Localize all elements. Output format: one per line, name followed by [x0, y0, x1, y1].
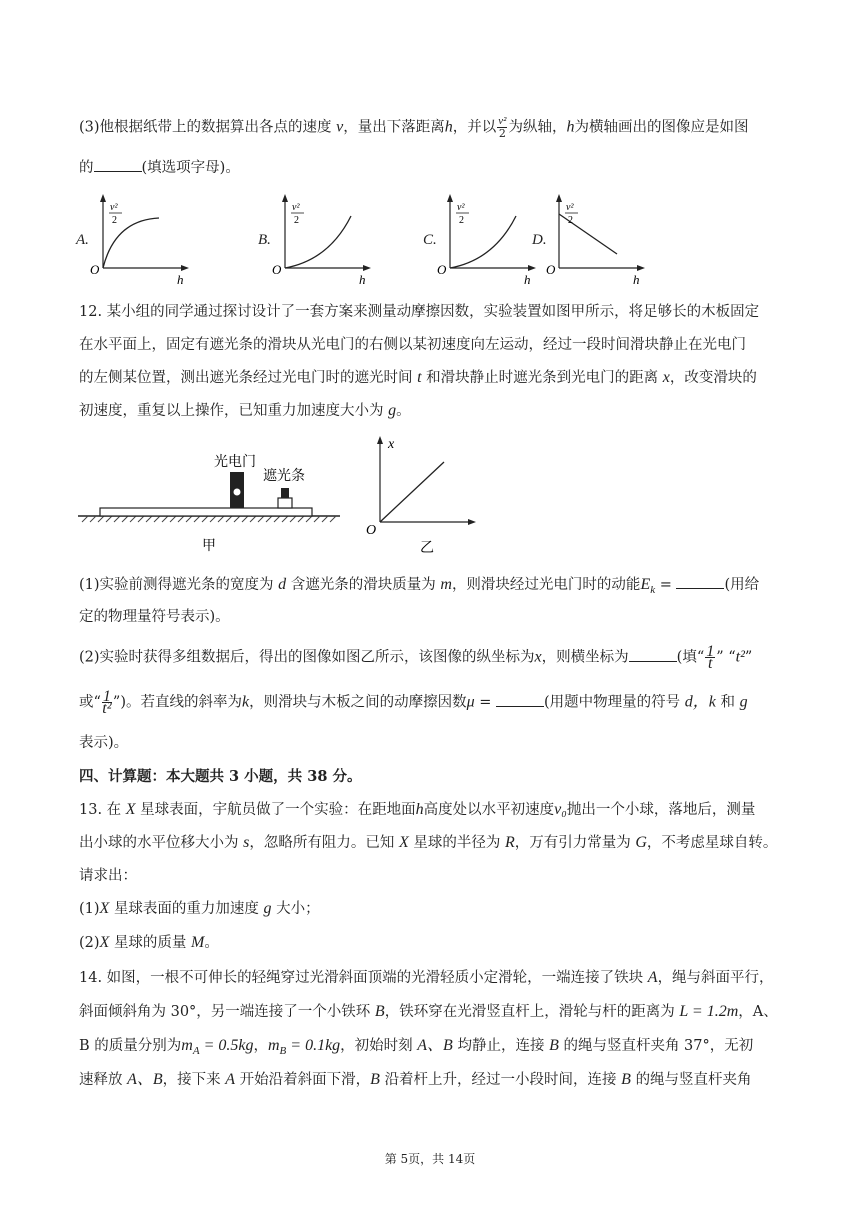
- proportional-line: [380, 462, 444, 522]
- origin-label: O: [437, 262, 447, 277]
- q14-line2: 斜面倾斜角为 30°，另一端连接了一个小铁环 B，铁环穿在光滑竖直杆上，滑轮与杆的距离为 L = 1.2m，A、: [79, 1003, 778, 1020]
- y-label-denominator: 2: [294, 215, 299, 226]
- origin-label: O: [272, 262, 282, 277]
- q12-1-line2: 定的物理量符号表示)。: [79, 609, 230, 625]
- option-graph-4: [546, 190, 646, 286]
- q12-2-line3: 表示)。: [79, 735, 129, 751]
- q14-line4: 速释放 A、B，接下来 A 开始沿着斜面下滑，B 沿着杆上升，经过一小段时间，连接 B 的绳与竖直杆夹角: [79, 1071, 752, 1088]
- section-4-heading: 四、计算题：本大题共 3 小题，共 38 分。: [79, 768, 362, 785]
- y-label-denominator: 2: [568, 215, 573, 226]
- q13-line2: 出小球的水平位移大小为 s，忽略所有阻力。已知 X 星球的半径为 R，万有引力常量为 G，不考虑星球自转。: [79, 834, 778, 851]
- answer-blank: [676, 574, 724, 589]
- x-label: h: [359, 272, 366, 286]
- q13-line3: 请求出：: [79, 868, 137, 884]
- strip-label: 遮光条: [263, 469, 305, 484]
- q12-1-line1: (1)实验前测得遮光条的宽度为 d 含遮光条的滑块质量为 m，则滑块经过光电门时的动能$E_k$ = (用给: [79, 576, 760, 596]
- answer-blank: [94, 157, 142, 172]
- y-label-numerator: v²: [457, 202, 465, 213]
- q12-line3: 的左侧某位置，测出遮光条经过光电门时的遮光时间 t 和滑块静止时遮光条到光电门的距离 x，改变滑块的: [79, 369, 757, 386]
- y-axis-label: x: [388, 437, 395, 452]
- x-label: h: [177, 272, 184, 286]
- answer-blank: [496, 692, 544, 707]
- y-label-numerator: v²: [566, 202, 574, 213]
- page-footer: 第 5页，共 14页: [384, 1152, 476, 1166]
- option-label-1: A.: [76, 232, 89, 248]
- q14-line1: 14. 如图，一根不可伸长的轻绳穿过光滑斜面顶端的光滑轻质小定滑轮，一端连接了铁块 A，绳与斜面平行，: [79, 969, 774, 986]
- q12-2-line1: (2)实验时获得多组数据后，得出的图像如图乙所示，该图像的纵坐标为x，则横坐标为 (填“ $\frac{1}{t}$ ” “t²”: [79, 643, 753, 672]
- origin-label: O: [546, 262, 556, 277]
- option-label-2: B.: [258, 232, 271, 248]
- fig-yi-caption: 乙: [420, 541, 434, 556]
- option-graph-2: [272, 190, 372, 286]
- q12-line2: 在水平面上，固定有遮光条的滑块从光电门的右侧以某初速度向左运动，经过一段时间滑块静止在光电门: [79, 337, 746, 353]
- option-label-3: C.: [423, 232, 437, 248]
- q12-line4: 初速度，重复以上操作，已知重力加速度大小为 g。: [79, 402, 411, 419]
- answer-blank: [629, 647, 677, 662]
- option-graph-3: [437, 190, 537, 286]
- q12-2-line2: 或“ $\frac{1}{\text{t²}}$ ”)。若直线的斜率为k，则滑块与木板之间的动摩擦因数μ = (用题中物理量的符号 d，k 和 g: [79, 688, 748, 717]
- q14-line3: B 的质量分别为$m_A = 0.5kg$，$m_B = 0.1kg$，初始时刻 A、B 均静止，连接 B 的绳与竖直杆夹角 37°，无初: [79, 1037, 754, 1057]
- q13-line5: (2)X 星球的质量 M。: [79, 934, 219, 951]
- q12-line1: 12. 某小组的同学通过探讨设计了一套方案来测量动摩擦因数，实验装置如图甲所示，将足够长的木板固定: [79, 304, 760, 320]
- q11-3-line1: (3)他根据纸带上的数据算出各点的速度 v，量出下落距离h，并以 $\frac{\text{v²}}{2}$ 为纵轴，h为横轴画出的图像应是如图: [79, 115, 749, 140]
- fig-jia-caption: 甲: [202, 539, 216, 554]
- gate-label: 光电门: [214, 455, 256, 470]
- y-label-denominator: 2: [112, 215, 117, 226]
- q11-3-line2: 的 (填选项字母)。: [79, 157, 240, 178]
- y-label-numerator: v²: [292, 202, 300, 213]
- wooden-board: [100, 508, 312, 516]
- origin-label: O: [90, 262, 100, 277]
- v2-over-2-fraction: $\frac{\text{v²}}{2}$: [498, 115, 507, 140]
- light-strip: [281, 488, 289, 498]
- x-label: h: [524, 272, 531, 286]
- x-label: h: [633, 272, 640, 286]
- figure-jia-apparatus: [78, 436, 340, 558]
- option-label-4: D.: [532, 232, 547, 248]
- q13-line1: 13. 在 X 星球表面，宇航员做了一个实验：在距地面h高度处以水平初速度v₀抛出一个小球，落地后，测量: [79, 801, 756, 818]
- q13-line4: (1)X 星球表面的重力加速度 g 大小；: [79, 900, 320, 917]
- y-label-numerator: v²: [110, 202, 118, 213]
- slider-block: [278, 498, 292, 508]
- option-graph-1: [90, 190, 190, 286]
- figure-yi-graph: [360, 434, 480, 558]
- origin-label: O: [366, 523, 377, 538]
- y-label-denominator: 2: [459, 215, 464, 226]
